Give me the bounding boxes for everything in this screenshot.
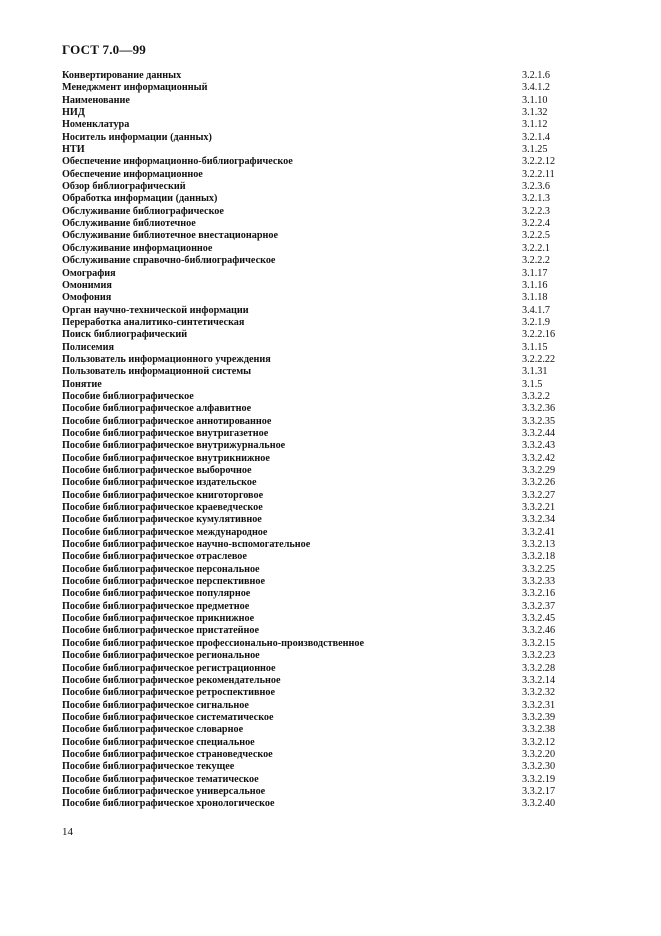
index-reference: 3.2.1.3 <box>522 193 551 205</box>
index-reference: 3.2.1.6 <box>522 70 551 81</box>
index-term: Пособие библиографическое внутригазетное <box>62 427 269 439</box>
index-entry <box>62 218 622 230</box>
index-term: Пособие библиографическое <box>62 390 194 402</box>
index-reference: 3.3.2.13 <box>522 539 556 551</box>
index-term: Обработка информации (данных) <box>62 193 218 205</box>
index-term: Пособие библиографическое региональное <box>62 650 260 662</box>
index-entry <box>62 119 622 131</box>
index-term: Пользователь информационного учреждения <box>62 353 271 365</box>
index-reference: 3.2.1.9 <box>522 316 551 328</box>
index-entry <box>62 95 622 107</box>
index-entry <box>62 465 622 477</box>
index-term: Пособие библиографическое издательское <box>62 477 257 489</box>
index-entry <box>62 663 622 675</box>
index-entry <box>62 144 622 156</box>
index-entry <box>62 317 622 329</box>
index-entry <box>62 650 622 662</box>
index-entry <box>62 428 622 440</box>
index-term: Понятие <box>62 378 102 390</box>
index-term: Пособие библиографическое ретроспективное <box>62 687 275 699</box>
index-reference: 3.1.5 <box>522 378 543 390</box>
index-term: Пособие библиографическое аннотированное <box>62 415 272 427</box>
index-reference: 3.3.2.17 <box>522 785 556 797</box>
index-term: Полисемия <box>62 341 114 353</box>
index-reference: 3.3.2.26 <box>522 477 556 489</box>
document-header: ГОСТ 7.0—99 <box>62 42 146 57</box>
index-term: Пособие библиографическое предметное <box>62 600 250 612</box>
index-reference: 3.3.2.14 <box>522 674 556 686</box>
index-entry <box>62 786 622 798</box>
index-reference: 3.3.2.45 <box>522 613 556 625</box>
index-term: Пособие библиографическое профессионально-производственное <box>62 637 364 649</box>
index-reference: 3.3.2.41 <box>522 526 556 538</box>
index-term: Номенклатура <box>62 119 130 131</box>
index-term: Конвертирование данных <box>62 70 182 81</box>
index-entry <box>62 329 622 341</box>
index-term: Пособие библиографическое универсальное <box>62 785 266 797</box>
index-entry <box>62 613 622 625</box>
index-reference: 3.3.2.32 <box>522 687 556 699</box>
index-entry <box>62 416 622 428</box>
index-term: Пособие библиографическое отраслевое <box>62 551 247 563</box>
index-reference: 3.2.2.12 <box>522 156 556 168</box>
index-entry <box>62 342 622 354</box>
index-term: Пользователь информационной системы <box>62 366 252 378</box>
index-reference: 3.3.2.2 <box>522 390 551 402</box>
index-reference: 3.4.1.2 <box>522 82 551 94</box>
index-entry <box>62 601 622 613</box>
index-reference: 3.2.2.2 <box>522 255 551 267</box>
index-term: Пособие библиографическое прикнижное <box>62 613 255 625</box>
index-reference: 3.3.2.39 <box>522 711 556 723</box>
index-term: Пособие библиографическое тематическое <box>62 773 259 785</box>
index-reference: 3.3.2.38 <box>522 724 556 736</box>
index-term: Обслуживание информационное <box>62 242 213 254</box>
index-reference: 3.1.18 <box>522 292 548 304</box>
index-entry <box>62 539 622 551</box>
index-reference: 3.2.1.4 <box>522 131 551 143</box>
index-term: Пособие библиографическое внутрижурнальное <box>62 440 286 452</box>
index-entry <box>62 132 622 144</box>
index-entry <box>62 305 622 317</box>
index-reference: 3.3.2.42 <box>522 452 556 464</box>
index-entry <box>62 514 622 526</box>
index-entry <box>62 761 622 773</box>
index-reference: 3.1.17 <box>522 267 548 279</box>
index-reference: 3.3.2.19 <box>522 773 556 785</box>
index-term: НТИ <box>62 144 85 156</box>
index-reference: 3.3.2.21 <box>522 502 556 514</box>
index-entry <box>62 366 622 378</box>
index-entry <box>62 798 622 810</box>
index-term: Орган научно-технической информации <box>62 304 249 316</box>
index-reference: 3.1.25 <box>522 144 548 156</box>
term-index-list <box>62 70 622 811</box>
index-term: Пособие библиографическое сигнальное <box>62 699 249 711</box>
index-entry <box>62 169 622 181</box>
index-term: Носитель информации (данных) <box>62 131 212 143</box>
index-reference: 3.3.2.34 <box>522 514 556 526</box>
index-reference: 3.3.2.33 <box>522 576 556 588</box>
index-entry <box>62 181 622 193</box>
index-term: Обзор библиографический <box>62 181 186 193</box>
index-entry <box>62 687 622 699</box>
index-entry <box>62 724 622 736</box>
index-term: Обслуживание библиотечное внестационарное <box>62 230 278 242</box>
index-entry <box>62 354 622 366</box>
index-reference: 3.3.2.27 <box>522 489 556 501</box>
index-term: Обслуживание библиографическое <box>62 205 224 217</box>
index-entry <box>62 576 622 588</box>
index-reference: 3.3.2.36 <box>522 403 556 415</box>
index-term: Пособие библиографическое алфавитное <box>62 403 252 415</box>
index-term: Омография <box>62 267 116 279</box>
index-term: Пособие библиографическое систематическое <box>62 711 274 723</box>
index-reference: 3.2.2.4 <box>522 218 551 230</box>
index-term: Пособие библиографическое международное <box>62 526 268 538</box>
index-entry <box>62 193 622 205</box>
index-reference: 3.2.2.22 <box>522 353 556 365</box>
index-entry <box>62 502 622 514</box>
index-entry <box>62 403 622 415</box>
index-reference: 3.3.2.29 <box>522 465 556 476</box>
index-reference: 3.3.2.43 <box>522 440 556 452</box>
index-term: Пособие библиографическое научно-вспомогательное <box>62 539 311 551</box>
index-entry <box>62 675 622 687</box>
index-term: Пособие библиографическое словарное <box>62 724 244 736</box>
index-reference: 3.3.2.15 <box>522 637 556 649</box>
index-reference: 3.1.32 <box>522 107 548 119</box>
index-term: Пособие библиографическое популярное <box>62 588 251 600</box>
index-entry <box>62 749 622 761</box>
index-term: Поиск библиографический <box>62 329 188 341</box>
index-entry <box>62 379 622 391</box>
index-term: Пособие библиографическое регистрационное <box>62 662 276 674</box>
index-entry <box>62 774 622 786</box>
index-term: Обслуживание библиотечное <box>62 218 196 230</box>
index-entry <box>62 391 622 403</box>
index-entry <box>62 737 622 749</box>
index-reference: 3.3.2.30 <box>522 761 556 773</box>
index-term: Пособие библиографическое хронологическое <box>62 798 275 810</box>
index-reference: 3.2.2.11 <box>522 168 555 180</box>
index-reference: 3.3.2.20 <box>522 748 556 760</box>
index-entry <box>62 82 622 94</box>
index-reference: 3.3.2.16 <box>522 588 556 600</box>
index-entry <box>62 70 622 82</box>
index-reference: 3.3.2.23 <box>522 650 556 662</box>
index-term: Обслуживание справочно-библиографическое <box>62 255 276 267</box>
index-term: Пособие библиографическое перспективное <box>62 576 265 588</box>
index-entry <box>62 638 622 650</box>
index-entry <box>62 490 622 502</box>
index-entry <box>62 243 622 255</box>
index-reference: 3.1.31 <box>522 366 548 378</box>
page-number: 14 <box>62 826 73 838</box>
index-reference: 3.3.2.35 <box>522 415 556 427</box>
index-term: Пособие библиографическое кумулятивное <box>62 514 262 526</box>
index-reference: 3.3.2.46 <box>522 625 556 637</box>
index-term: НИД <box>62 107 85 119</box>
index-entry <box>62 280 622 292</box>
index-entry <box>62 588 622 600</box>
index-reference: 3.2.3.6 <box>522 181 551 193</box>
index-reference: 3.3.2.37 <box>522 600 556 612</box>
index-term: Пособие библиографическое пристатейное <box>62 625 260 637</box>
index-term: Пособие библиографическое краеведческое <box>62 502 263 514</box>
index-term: Наименование <box>62 94 130 106</box>
index-entry <box>62 551 622 563</box>
index-entry <box>62 107 622 119</box>
index-term: Омофония <box>62 292 112 304</box>
index-entry <box>62 453 622 465</box>
index-reference: 3.3.2.44 <box>522 427 556 439</box>
index-entry <box>62 700 622 712</box>
index-entry <box>62 206 622 218</box>
index-entry <box>62 527 622 539</box>
index-term: Пособие библиографическое текущее <box>62 761 235 773</box>
index-entry <box>62 440 622 452</box>
index-reference: 3.1.16 <box>522 279 548 291</box>
index-entry <box>62 230 622 242</box>
index-entry <box>62 292 622 304</box>
index-term: Пособие библиографическое страноведческое <box>62 748 273 760</box>
index-term: Обеспечение информационно-библиографическое <box>62 156 293 168</box>
index-reference: 3.1.15 <box>522 341 548 353</box>
index-entry <box>62 625 622 637</box>
index-reference: 3.2.2.3 <box>522 205 551 217</box>
index-reference: 3.1.10 <box>522 94 548 106</box>
index-reference: 3.3.2.18 <box>522 551 556 563</box>
index-entry <box>62 477 622 489</box>
index-term: Омонимия <box>62 279 112 291</box>
index-entry <box>62 268 622 280</box>
index-reference: 3.3.2.28 <box>522 662 556 674</box>
index-term: Обеспечение информационное <box>62 168 203 180</box>
index-reference: 3.3.2.40 <box>522 798 556 810</box>
index-reference: 3.2.2.1 <box>522 242 551 254</box>
index-term: Переработка аналитико-синтетическая <box>62 316 245 328</box>
index-reference: 3.3.2.12 <box>522 736 556 748</box>
index-term: Менеджмент информационный <box>62 82 208 94</box>
index-entry <box>62 156 622 168</box>
index-term: Пособие библиографическое внутрикнижное <box>62 452 270 464</box>
index-term: Пособие библиографическое персональное <box>62 563 260 575</box>
index-reference: 3.2.2.5 <box>522 230 551 242</box>
index-entry <box>62 564 622 576</box>
index-reference: 3.3.2.31 <box>522 699 556 711</box>
index-term: Пособие библиографическое специальное <box>62 736 255 748</box>
index-term: Пособие библиографическое рекомендательное <box>62 674 281 686</box>
index-entry <box>62 712 622 724</box>
index-term: Пособие библиографическое книготорговое <box>62 489 264 501</box>
index-entry <box>62 255 622 267</box>
index-reference: 3.1.12 <box>522 119 548 131</box>
index-term: Пособие библиографическое выборочное <box>62 465 252 476</box>
index-reference: 3.3.2.25 <box>522 563 556 575</box>
index-reference: 3.4.1.7 <box>522 304 551 316</box>
index-reference: 3.2.2.16 <box>522 329 556 341</box>
